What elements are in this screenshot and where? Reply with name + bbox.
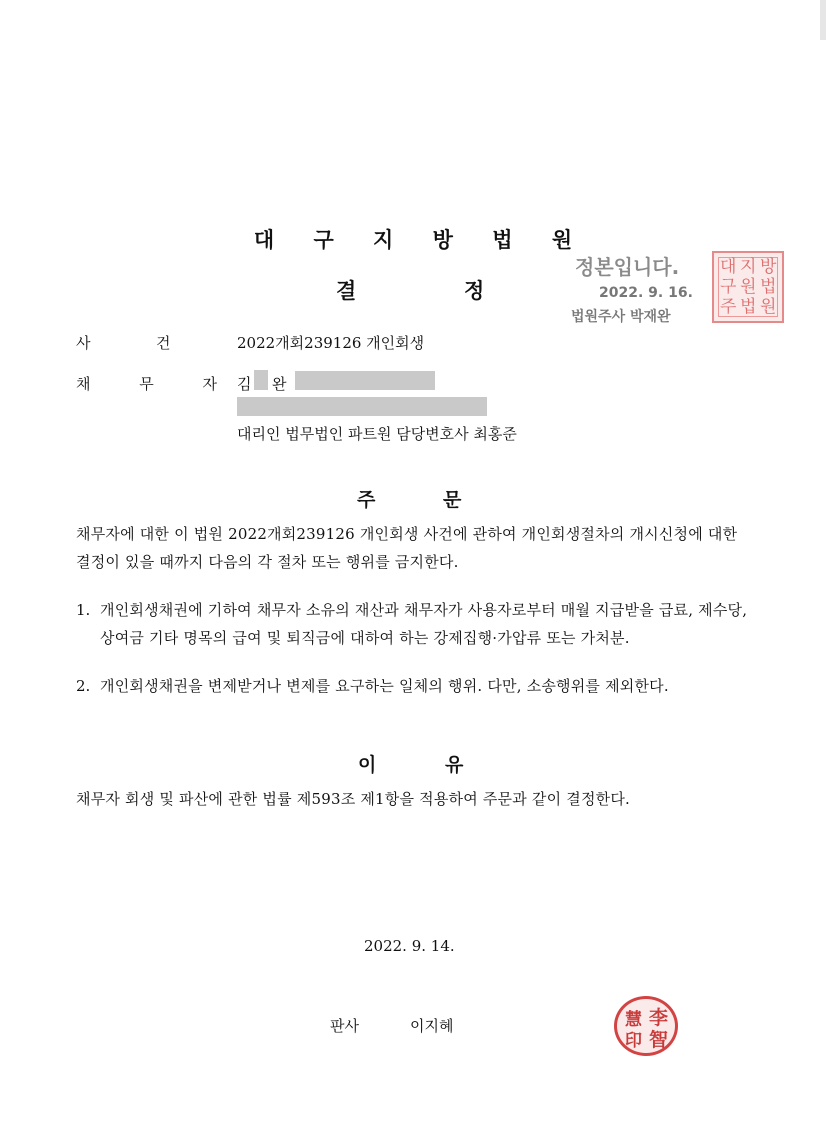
certified-copy-text: 정본입니다. bbox=[575, 255, 680, 279]
redaction-bar-address-2 bbox=[237, 397, 487, 416]
certifying-clerk: 법원주사 박재완 bbox=[571, 309, 671, 325]
court-name: 대 구 지 방 법 원 bbox=[253, 228, 589, 252]
case-label-2: 건 bbox=[156, 334, 171, 352]
court-seal-icon: 방 지 대 법 원 구 원 법 주 bbox=[712, 251, 784, 323]
order-item-2: 개인회생채권을 변제받거나 변제를 요구하는 일체의 행위. 다만, 소송행위를 제외한다. bbox=[100, 677, 669, 695]
doc-title-1: 결 bbox=[336, 279, 357, 303]
debtor-label: 채 무 자 bbox=[76, 375, 240, 393]
reason-heading-2: 유 bbox=[445, 754, 464, 776]
reason-heading-1: 이 bbox=[358, 754, 377, 776]
judge-name: 이지혜 bbox=[410, 1017, 454, 1035]
certified-date: 2022. 9. 16. bbox=[599, 285, 693, 301]
case-label: 사 bbox=[76, 334, 91, 352]
order-item-1-num: 1. bbox=[76, 601, 91, 619]
order-intro: 채무자에 대한 이 법원 2022개회239126 개인회생 사건에 관하여 개인회생절차의 개시신청에 대한 결정이 있을 때까지 다음의 각 절차 또는 행위를 금지한다. bbox=[76, 525, 738, 571]
order-item-1: 개인회생채권에 기하여 채무자 소유의 재산과 채무자가 사용자로부터 매월 지급받을 급료, 제수당, 상여금 기타 명목의 급여 및 퇴직금에 대하여 하는 강제집행·가압류 또는 가처분. bbox=[100, 601, 748, 647]
case-number: 2022개회239126 개인회생 bbox=[237, 334, 425, 352]
debtor-agent: 대리인 법무법인 파트원 담당변호사 최홍준 bbox=[237, 425, 517, 443]
redaction-bar bbox=[254, 370, 268, 390]
reason-text: 채무자 회생 및 파산에 관한 법률 제593조 제1항을 적용하여 주문과 같이 결정한다. bbox=[76, 790, 630, 808]
scrollbar[interactable] bbox=[820, 0, 826, 40]
decision-date: 2022. 9. 14. bbox=[364, 937, 455, 955]
judge-seal-icon: 李 智 慧 印 bbox=[614, 996, 678, 1056]
order-heading-1: 주 bbox=[357, 489, 376, 511]
order-item-2-num: 2. bbox=[76, 677, 91, 695]
redaction-bar-address bbox=[295, 371, 435, 390]
debtor-name-last: 완 bbox=[272, 375, 287, 393]
doc-title-2: 정 bbox=[464, 279, 485, 303]
order-heading-2: 문 bbox=[443, 489, 462, 511]
judge-title: 판사 bbox=[330, 1017, 359, 1035]
debtor-name-first: 김 bbox=[237, 375, 252, 393]
